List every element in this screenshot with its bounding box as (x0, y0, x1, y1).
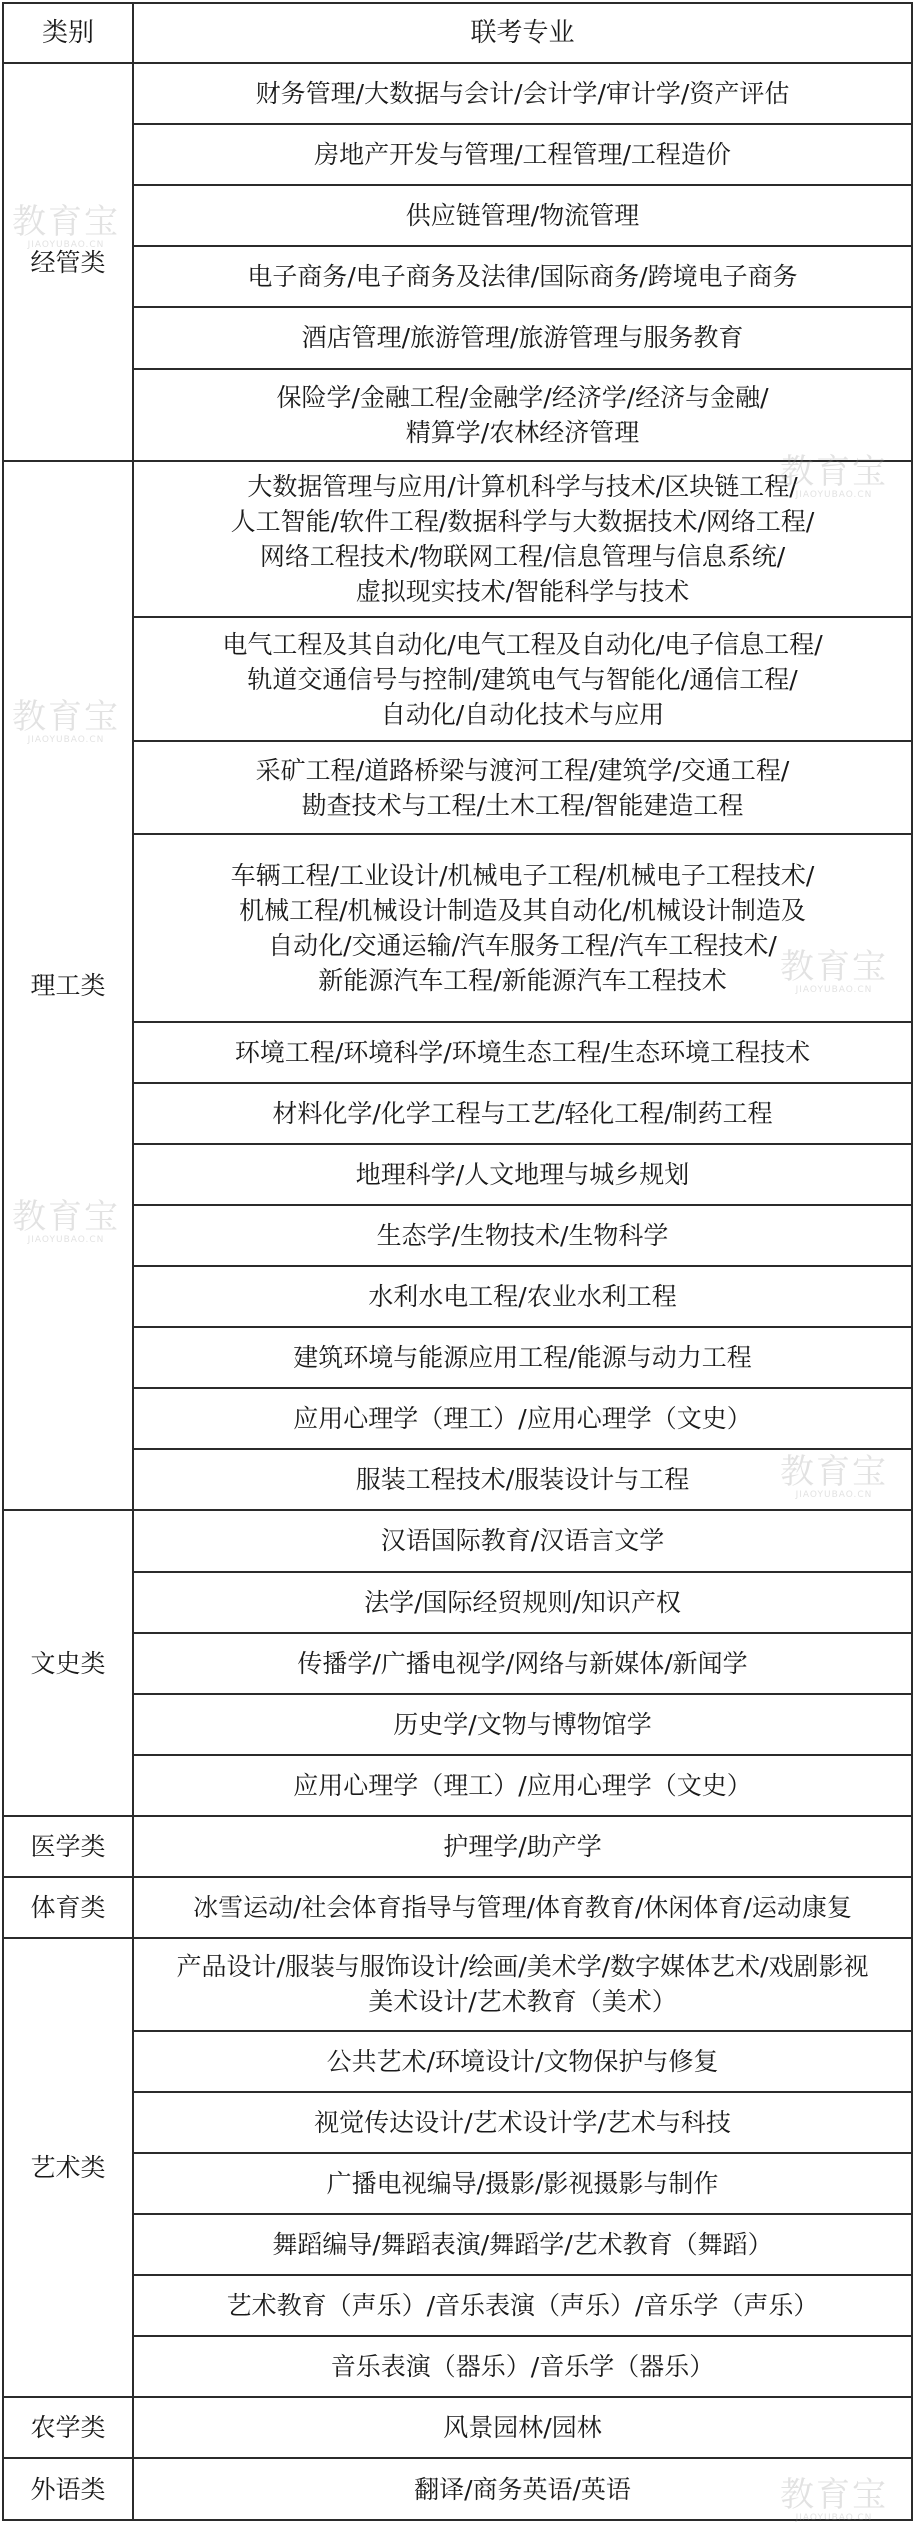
major-line: 音乐表演（器乐）/音乐学（器乐） (330, 2352, 715, 2382)
table-row (3, 2275, 912, 2336)
table-row (3, 617, 912, 741)
major-line: 应用心理学（理工）/应用心理学（文史） (293, 1770, 752, 1800)
major-line: 电气工程及其自动化/电气工程及自动化/电子信息工程/ (222, 629, 823, 659)
table-row (3, 1205, 912, 1266)
table-row (3, 185, 912, 246)
major-line: 大数据管理与应用/计算机科学与技术/区块链工程/ (247, 472, 798, 502)
major-line: 网络工程技术/物联网工程/信息管理与信息系统/ (259, 542, 786, 572)
watermark-logo: 教育宝 JIAOYUBAO.CN (12, 1197, 120, 1245)
majors-cell (133, 124, 912, 185)
major-line: 公共艺术/环境设计/文物保护与修复 (326, 2046, 719, 2076)
table-row (3, 2153, 912, 2214)
majors-cell (133, 1755, 912, 1816)
table-row (3, 307, 912, 368)
majors-cell (133, 2275, 912, 2336)
majors-cell (133, 1388, 912, 1449)
table-row (3, 1938, 912, 2031)
header-majors: 联考专业 (133, 3, 912, 63)
majors-cell (133, 1022, 912, 1083)
major-line: 人工智能/软件工程/数据科学与大数据技术/网络工程/ (230, 507, 815, 537)
majors-cell (133, 1938, 912, 2031)
major-line: 车辆工程/工业设计/机械电子工程/机械电子工程技术/ (230, 860, 815, 890)
table-row (3, 1816, 912, 1877)
majors-cell (133, 2092, 912, 2153)
major-line: 风景园林/园林 (443, 2413, 602, 2443)
majors-cell (133, 1327, 912, 1388)
majors-cell (133, 369, 912, 462)
major-line: 汉语国际教育/汉语言文学 (380, 1526, 665, 1556)
table-row (3, 1633, 912, 1694)
major-line: 勘查技术与工程/土木工程/智能建造工程 (301, 790, 744, 820)
table-row (3, 2214, 912, 2275)
major-line: 采矿工程/道路桥梁与渡河工程/建筑学/交通工程/ (255, 755, 790, 785)
table-row (3, 1755, 912, 1816)
major-line: 艺术教育（声乐）/音乐表演（声乐）/音乐学（声乐） (226, 2291, 819, 2321)
major-line: 美术设计/艺术教育（美术） (368, 1987, 677, 2017)
category-cell: 文史类 (3, 1510, 133, 1815)
majors-cell (133, 1144, 912, 1205)
majors-cell (133, 1816, 912, 1877)
category-cell: 理工类 (3, 461, 133, 1510)
majors-cell (133, 63, 912, 124)
major-line: 广播电视编导/摄影/影视摄影与制作 (326, 2169, 719, 2199)
major-line: 水利水电工程/农业水利工程 (368, 1282, 677, 1312)
majors-cell (133, 2336, 912, 2397)
major-line: 材料化学/化学工程与工艺/轻化工程/制药工程 (272, 1098, 773, 1128)
category-cell: 艺术类 (3, 1938, 133, 2397)
table-row (3, 2458, 912, 2520)
major-line: 财务管理/大数据与会计/会计学/审计学/资产评估 (255, 79, 790, 109)
major-line: 视觉传达设计/艺术设计学/艺术与科技 (314, 2107, 731, 2137)
major-line: 供应链管理/物流管理 (405, 201, 640, 231)
watermark-logo: 教育宝 JIAOYUBAO.CN (780, 947, 888, 995)
major-line: 应用心理学（理工）/应用心理学（文史） (293, 1404, 752, 1434)
major-line: 自动化/自动化技术与应用 (380, 699, 665, 729)
major-line: 冰雪运动/社会体育指导与管理/体育教育/休闲体育/运动康复 (193, 1893, 852, 1923)
major-line: 自动化/交通运输/汽车服务工程/汽车工程技术/ (268, 930, 777, 960)
table-row (3, 1144, 912, 1205)
major-line: 环境工程/环境科学/环境生态工程/生态环境工程技术 (234, 1037, 811, 1067)
major-line: 轨道交通信号与控制/建筑电气与智能化/通信工程/ (247, 664, 798, 694)
majors-cell (133, 1510, 912, 1571)
table-row (3, 246, 912, 307)
table-row (3, 2031, 912, 2092)
major-line: 服装工程技术/服装设计与工程 (355, 1465, 690, 1495)
table-row (3, 63, 912, 124)
category-cell: 体育类 (3, 1877, 133, 1938)
table-row (3, 1510, 912, 1571)
majors-cell (133, 1083, 912, 1144)
majors-cell (133, 1205, 912, 1266)
table-row (3, 1572, 912, 1633)
table-row (3, 1388, 912, 1449)
table-row (3, 2336, 912, 2397)
table-row (3, 1694, 912, 1755)
majors-cell (133, 1633, 912, 1694)
majors-cell (133, 1266, 912, 1327)
major-line: 法学/国际经贸规则/知识产权 (364, 1587, 681, 1617)
table-row (3, 1327, 912, 1388)
header-row (3, 3, 912, 63)
table-row (3, 369, 912, 462)
watermark-logo: 教育宝 JIAOYUBAO.CN (780, 452, 888, 500)
major-line: 产品设计/服装与服饰设计/绘画/美术学/数字媒体艺术/戏剧影视 (176, 1952, 869, 1982)
watermark-logo: 教育宝 JIAOYUBAO.CN (780, 1452, 888, 1500)
table-row (3, 461, 912, 617)
majors-cell (133, 2153, 912, 2214)
majors-cell (133, 617, 912, 741)
watermark-logo: 教育宝 JIAOYUBAO.CN (780, 2475, 888, 2523)
major-line: 房地产开发与管理/工程管理/工程造价 (314, 140, 731, 170)
major-line: 电子商务/电子商务及法律/国际商务/跨境电子商务 (247, 262, 798, 292)
major-line: 生态学/生物技术/生物科学 (376, 1221, 669, 1251)
table-row (3, 1266, 912, 1327)
major-line: 翻译/商务英语/英语 (414, 2474, 631, 2504)
major-line: 传播学/广播电视学/网络与新媒体/新闻学 (297, 1648, 748, 1678)
major-line: 机械工程/机械设计制造及其自动化/机械设计制造及 (239, 895, 806, 925)
major-line: 保险学/金融工程/金融学/经济学/经济与金融/ (276, 382, 769, 412)
major-line: 护理学/助产学 (443, 1831, 602, 1861)
majors-cell (133, 2214, 912, 2275)
category-cell: 医学类 (3, 1816, 133, 1877)
table-row (3, 1449, 912, 1510)
major-line: 建筑环境与能源应用工程/能源与动力工程 (293, 1343, 752, 1373)
table-row (3, 1022, 912, 1083)
majors-cell (133, 1694, 912, 1755)
majors-cell (133, 1572, 912, 1633)
table-row (3, 1877, 912, 1938)
header-category: 类别 (3, 3, 133, 63)
table-row (3, 834, 912, 1022)
major-line: 精算学/农林经济管理 (405, 417, 640, 447)
majors-cell (133, 246, 912, 307)
category-cell: 外语类 (3, 2458, 133, 2520)
table-row (3, 2092, 912, 2153)
majors-cell (133, 307, 912, 368)
majors-cell (133, 2397, 912, 2458)
table-body (3, 3, 912, 2520)
major-line: 虚拟现实技术/智能科学与技术 (355, 577, 690, 607)
table-row (3, 124, 912, 185)
majors-cell (133, 741, 912, 834)
table-row (3, 741, 912, 834)
major-line: 地理科学/人文地理与城乡规划 (355, 1159, 690, 1189)
table-row (3, 2397, 912, 2458)
category-cell: 农学类 (3, 2397, 133, 2458)
majors-table (2, 2, 913, 2521)
majors-cell (133, 2031, 912, 2092)
category-cell: 经管类 (3, 63, 133, 461)
table-row (3, 1083, 912, 1144)
watermark-logo: 教育宝 JIAOYUBAO.CN (12, 697, 120, 745)
major-line: 舞蹈编导/舞蹈表演/舞蹈学/艺术教育（舞蹈） (272, 2230, 773, 2260)
majors-cell (133, 185, 912, 246)
majors-cell (133, 1877, 912, 1938)
major-line: 酒店管理/旅游管理/旅游管理与服务教育 (301, 323, 744, 353)
watermark-logo: 教育宝 JIAOYUBAO.CN (12, 202, 120, 250)
major-line: 新能源汽车工程/新能源汽车工程技术 (318, 965, 727, 995)
major-line: 历史学/文物与博物馆学 (393, 1709, 652, 1739)
